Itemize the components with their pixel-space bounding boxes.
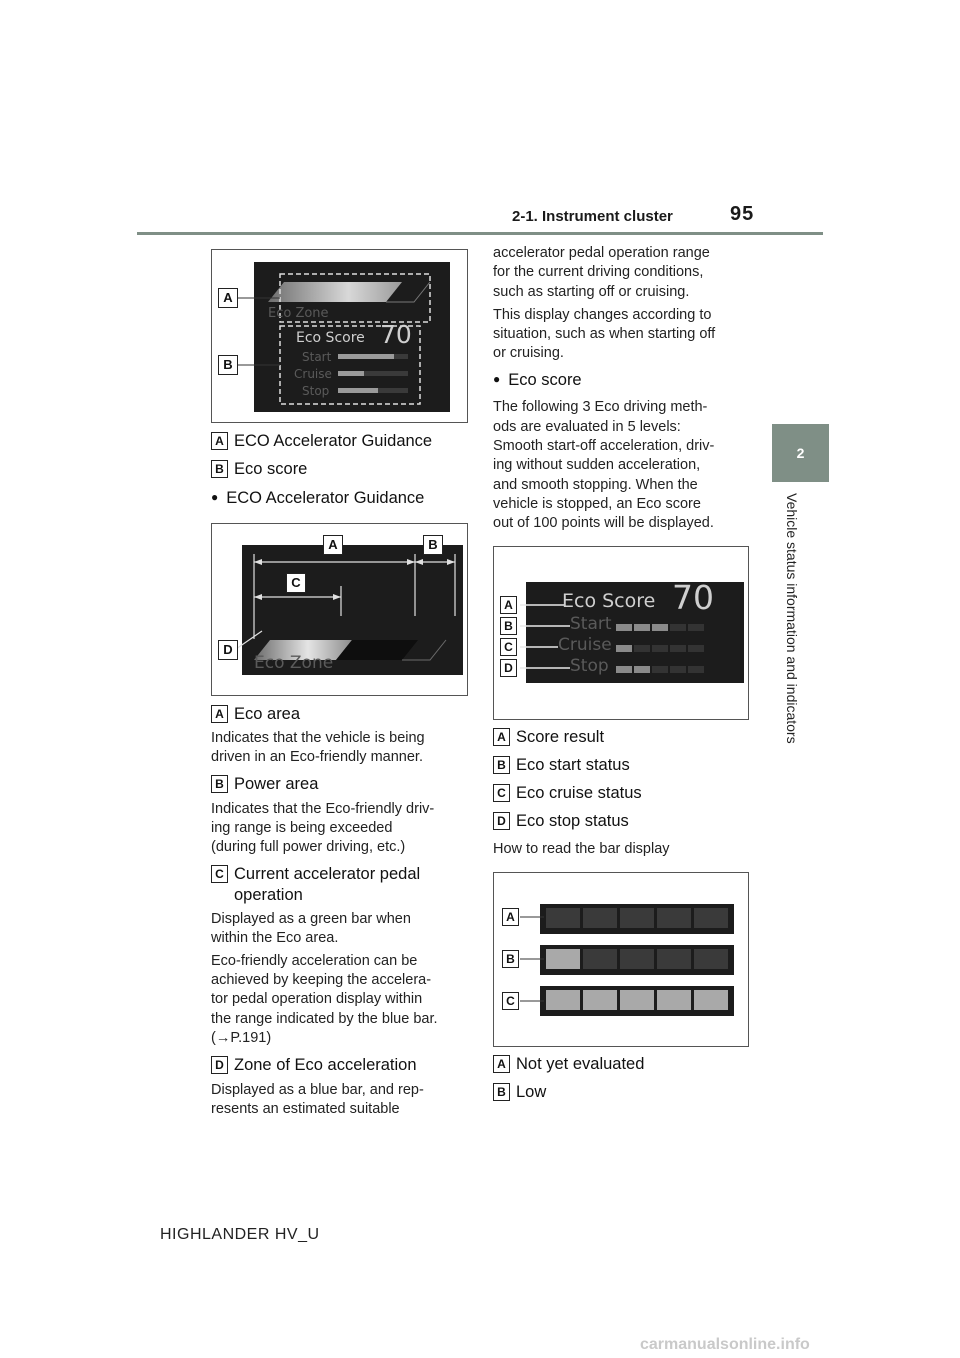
marker-b: B — [423, 535, 443, 555]
figure-bar-levels — [493, 872, 749, 1047]
marker-a: A — [323, 535, 343, 555]
desc-line: achieved by keeping the accelera- — [211, 972, 432, 988]
desc-line: the range indicated by the blue bar. — [211, 1011, 438, 1027]
legend-marker: B — [211, 460, 228, 478]
text-line: or cruising. — [493, 345, 564, 361]
eco-zone-label: Eco Zone — [254, 653, 334, 673]
marker-b: B — [502, 950, 519, 968]
legend-marker: A — [493, 728, 510, 746]
legend-item — [211, 431, 432, 451]
desc-line: Displayed as a green bar when — [211, 911, 411, 927]
legend-item — [493, 755, 630, 775]
figure-eco-display — [211, 249, 468, 423]
eco-score-value: 70 — [672, 578, 714, 617]
legend-text: Score result — [516, 728, 605, 746]
bullet-heading — [493, 369, 582, 390]
bullet-heading — [211, 487, 424, 508]
text-line: vehicle is stopped, an Eco score — [493, 496, 701, 512]
item-marker: B — [211, 775, 228, 793]
item-marker: C — [211, 865, 228, 883]
legend-marker: C — [493, 784, 510, 802]
legend-text: Low — [516, 1083, 547, 1101]
legend-item — [211, 459, 307, 479]
item-title: Power area — [234, 775, 319, 793]
eco-score-label: Eco Score — [562, 590, 656, 612]
text-line: out of 100 points will be displayed. — [493, 515, 714, 531]
text-line: accelerator pedal operation range — [493, 245, 710, 261]
desc-line: within the Eco area. — [211, 930, 339, 946]
desc-line: tor pedal operation display within — [211, 991, 423, 1007]
row-cruise-label: Cruise — [294, 367, 332, 381]
chapter-tab: 2 — [772, 424, 829, 482]
item-title: Zone of Eco acceleration — [234, 1056, 417, 1074]
marker-b: B — [500, 617, 517, 635]
legend-item — [493, 783, 642, 803]
chapter-title: Vehicle status information and indicators — [784, 493, 800, 744]
text-line: ods are evaluated in 5 levels: — [493, 419, 681, 435]
item-title: Eco area — [234, 705, 301, 723]
power-area-title — [211, 774, 318, 794]
desc-line: resents an estimated suitable — [211, 1101, 400, 1117]
bullet-icon: ● — [211, 490, 219, 504]
legend-item — [493, 811, 629, 831]
marker-c: C — [500, 638, 517, 656]
bullet-text: Eco score — [508, 371, 582, 389]
legend-text: Eco cruise status — [516, 784, 642, 802]
eco-score-value: 70 — [380, 320, 412, 349]
desc-line: ing range is being exceeded — [211, 820, 393, 836]
marker-c: C — [286, 573, 306, 593]
legend-text: Not yet evaluated — [516, 1055, 645, 1073]
text-line: ing without sudden acceleration, — [493, 457, 701, 473]
figure-eco-accelerator — [211, 523, 468, 696]
marker-d: D — [218, 640, 238, 660]
row-cruise-label: Cruise — [558, 635, 612, 655]
legend-marker: A — [493, 1055, 510, 1073]
legend-item — [493, 1054, 644, 1074]
desc-line: Eco-friendly acceleration can be — [211, 953, 418, 969]
row-start-label: Start — [302, 350, 332, 364]
header-divider — [137, 232, 823, 235]
desc-line: Indicates that the vehicle is being — [211, 730, 425, 746]
text-line: such as starting off or cruising. — [493, 284, 690, 300]
text-line: and smooth stopping. When the — [493, 477, 698, 493]
legend-marker: D — [493, 812, 510, 830]
marker-a: A — [500, 596, 517, 614]
marker-a: A — [502, 908, 519, 926]
legend-marker: A — [211, 432, 228, 450]
item-title-cont: operation — [234, 886, 303, 904]
legend-item — [493, 727, 604, 747]
legend-marker: B — [493, 1083, 510, 1101]
marker-b: B — [218, 355, 238, 375]
text-line: situation, such as when starting off — [493, 326, 716, 342]
legend-text: ECO Accelerator Guidance — [234, 432, 433, 450]
legend-marker: B — [493, 756, 510, 774]
section-title: 2-1. Instrument cluster — [512, 208, 673, 225]
bullet-icon: ● — [493, 372, 501, 386]
legend-text: Eco score — [234, 460, 308, 478]
text-line: Smooth start-off acceleration, driv- — [493, 438, 715, 454]
legend-text: Eco start status — [516, 756, 630, 774]
desc-line: driven in an Eco-friendly manner. — [211, 749, 423, 765]
figure-eco-score — [493, 546, 749, 720]
marker-c: C — [502, 992, 519, 1010]
legend-text: Eco stop status — [516, 812, 629, 830]
leader-lines — [212, 250, 469, 424]
row-stop-label: Stop — [570, 656, 609, 676]
accelerator-operation-title — [211, 864, 420, 884]
row-start-label: Start — [570, 614, 612, 634]
desc-line: (during full power driving, etc.) — [211, 839, 406, 855]
legend-item — [493, 1082, 546, 1102]
bullet-text: ECO Accelerator Guidance — [226, 489, 425, 507]
marker-d: D — [500, 659, 517, 677]
leader-lines — [494, 547, 750, 721]
text-line: for the current driving conditions, — [493, 264, 704, 280]
desc-line: Displayed as a blue bar, and rep- — [211, 1082, 424, 1098]
eco-score-label: Eco Score — [296, 330, 365, 346]
site-watermark: carmanualsonline.info — [640, 1336, 810, 1353]
eco-acceleration-zone-title — [211, 1055, 417, 1075]
text-line: The following 3 Eco driving meth- — [493, 399, 708, 415]
text-line: This display changes according to — [493, 307, 712, 323]
item-marker: D — [211, 1056, 228, 1074]
item-marker: A — [211, 705, 228, 723]
eco-zone-label: Eco Zone — [268, 306, 329, 321]
marker-a: A — [218, 288, 238, 308]
eco-area-title — [211, 704, 300, 724]
row-stop-label: Stop — [302, 384, 330, 398]
model-footer: HIGHLANDER HV_U — [160, 1226, 320, 1243]
desc-line: Indicates that the Eco-friendly driv- — [211, 801, 435, 817]
leader-lines — [494, 873, 750, 1048]
page-number: 95 — [730, 203, 755, 225]
page-reference[interactable]: (→P.191) — [211, 1030, 272, 1046]
item-title: Current accelerator pedal — [234, 865, 421, 883]
bar-display-caption: How to read the bar display — [493, 841, 670, 857]
